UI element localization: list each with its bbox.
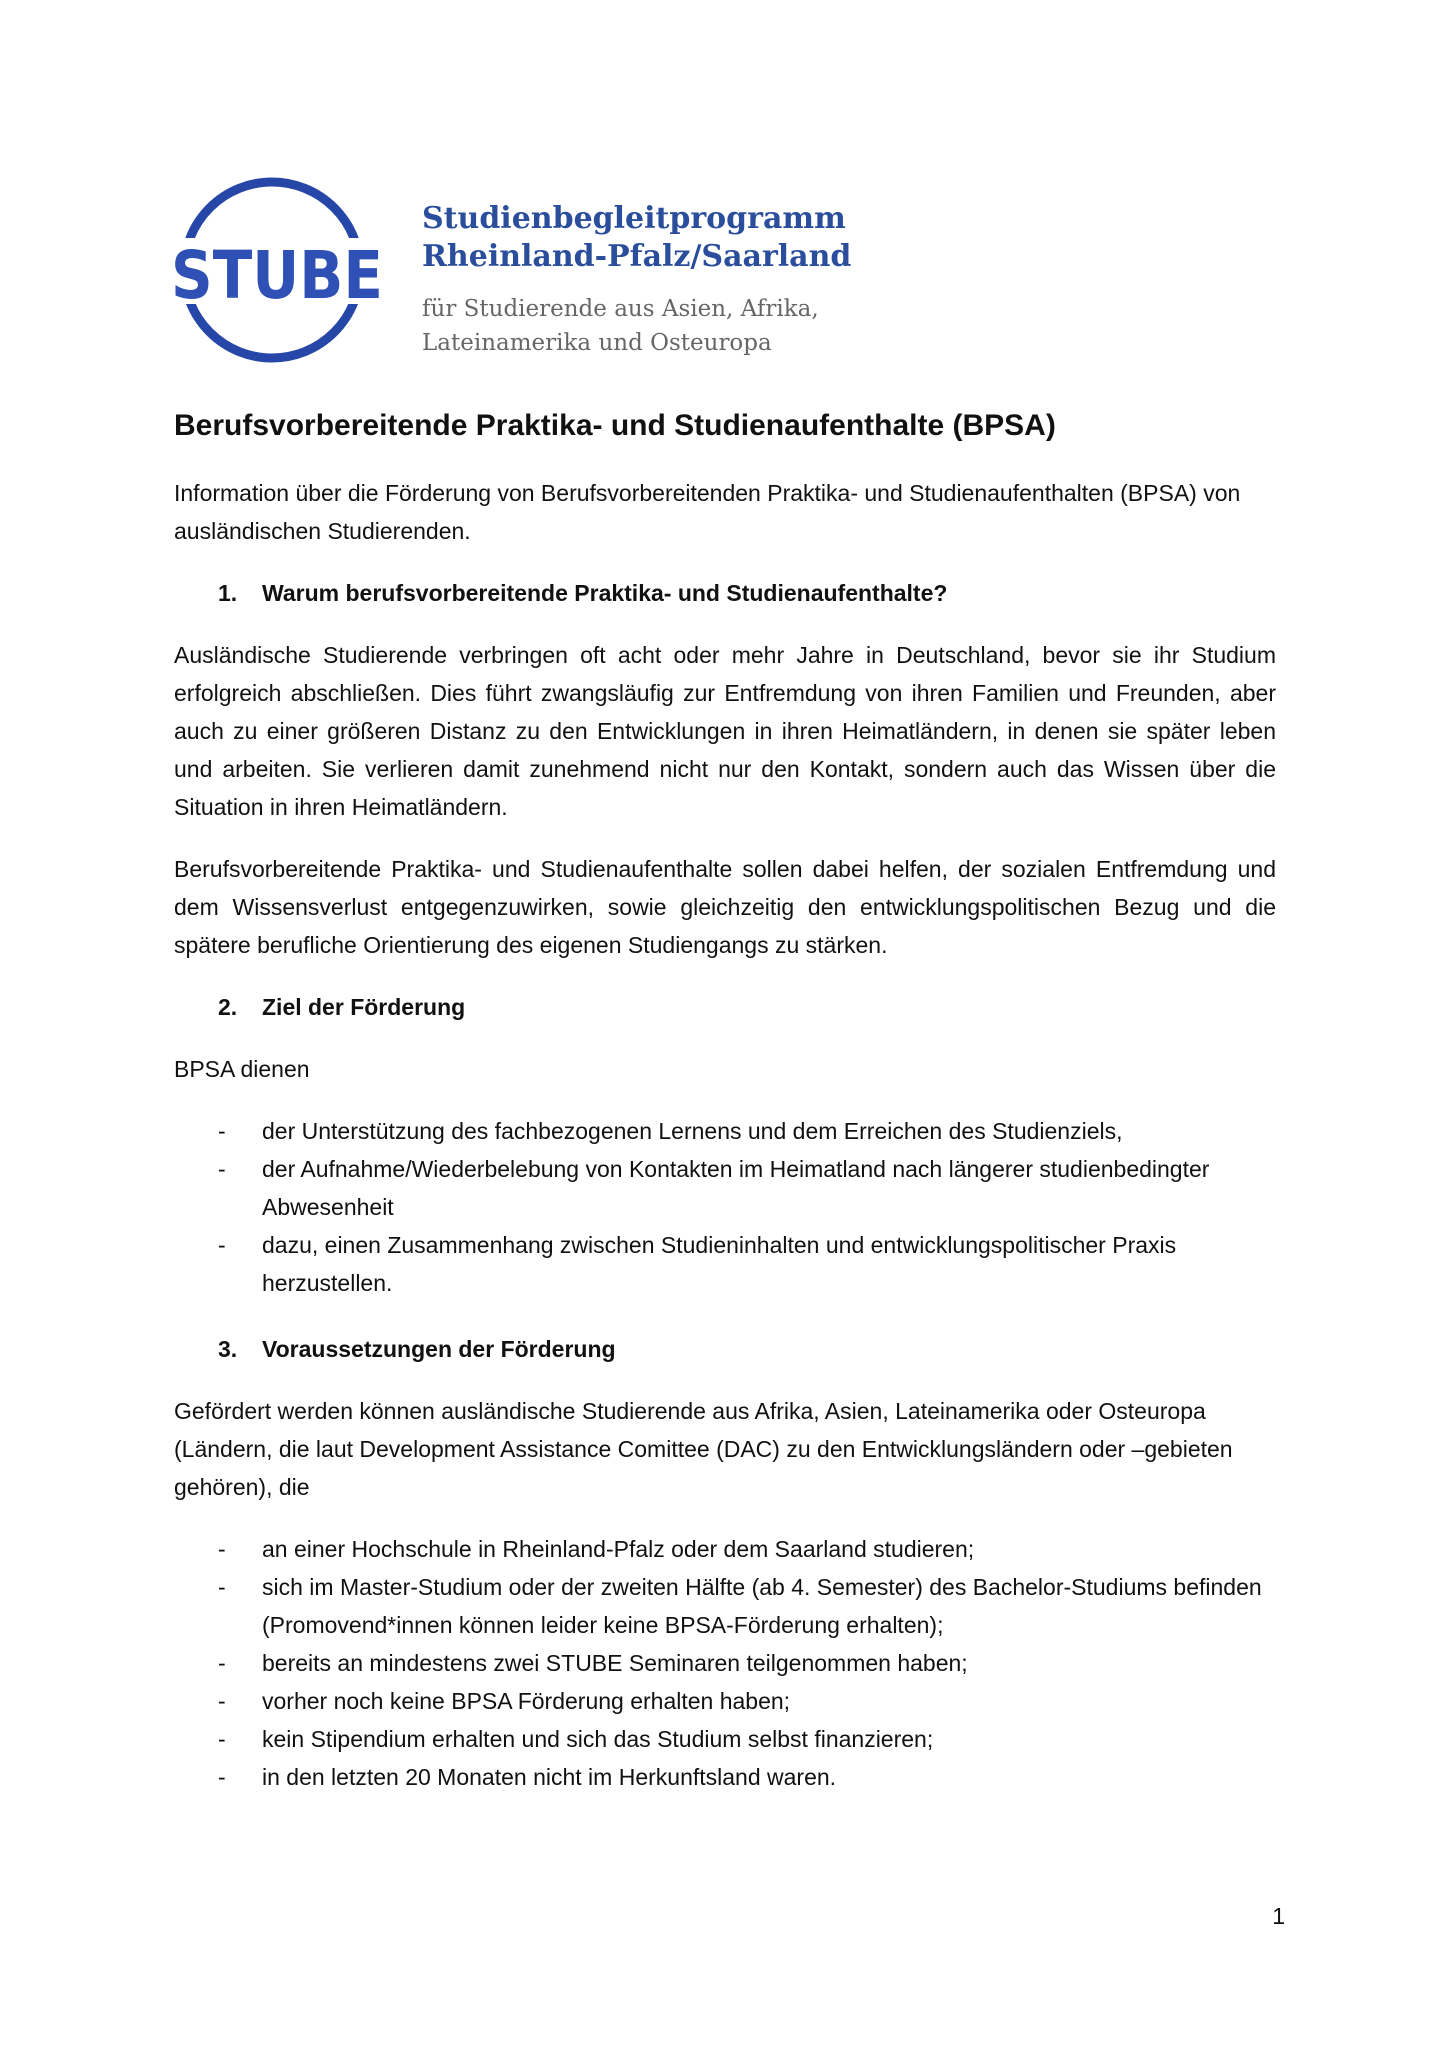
list-item: - dazu, einen Zusammenhang zwischen Studieninhalten und entwicklungspolitischer Praxis herzustellen. (218, 1232, 1177, 1296)
list-item: - an einer Hochschule in Rheinland-Pfalz oder dem Saarland studieren; (218, 1536, 975, 1562)
list-item: - sich im Master-Studium oder der zweiten Hälfte (ab 4. Semester) des Bachelor-Studiums befinden (Promovend*innen können leider keine BPSA-Förderung erhalten); (218, 1574, 1262, 1638)
section-3-lead: Gefördert werden können ausländische Studierende aus Afrika, Asien, Lateinamerika oder Osteuropa (Ländern, die laut Development Assistance Comittee (DAC) zu den Entwicklungsländern oder –gebieten gehören), die (174, 1398, 1233, 1500)
section-3-heading (174, 1330, 1276, 1368)
section-number: 1. (218, 580, 238, 606)
section-title: Ziel der Förderung (262, 994, 466, 1020)
section-title: Warum berufsvorbereitende Praktika- und Studienaufenthalte? (262, 580, 948, 606)
section-1-paragraph: Ausländische Studierende verbringen oft acht oder mehr Jahre in Deutschland, bevor sie ihr Studium erfolgreich abschließen. Dies führt zwangsläufig zur Entfremdung von ihren Familien und Freunden, aber auch zu einer größeren Distanz zu den Entwicklungen in ihren Heimatländern, in denen sie später leben und arbeiten. Sie verlieren damit zunehmend nicht nur den Kontakt, sondern auch das Wissen über die Situation in ihren Heimatländern. (174, 642, 1276, 820)
list-item: - der Aufnahme/Wiederbelebung von Kontakten im Heimatland nach längerer studienbedingter Abwesenheit (218, 1156, 1210, 1220)
section-number: 2. (218, 994, 238, 1020)
section-2-heading (174, 988, 1276, 1026)
section-3-list (174, 1530, 1276, 1796)
stube-logo (170, 170, 850, 370)
document-body (174, 406, 1276, 1824)
logo-program-name: Studienbegleitprogramm (422, 201, 846, 236)
list-item: - der Unterstützung des fachbezogenen Lernens und dem Erreichen des Studienziels, (218, 1118, 1123, 1144)
section-number: 3. (218, 1336, 238, 1362)
stube-logo-mark (170, 170, 400, 370)
list-item: - in den letzten 20 Monaten nicht im Herkunftsland waren. (218, 1764, 837, 1790)
section-title: Voraussetzungen der Förderung (262, 1336, 616, 1362)
section-1-paragraph: Berufsvorbereitende Praktika- und Studienaufenthalte sollen dabei helfen, der sozialen Entfremdung und dem Wissensverlust entgegenzuwirken, sowie gleichzeitig den entwicklungspolitischen Bezug und die spätere berufliche Orientierung des eigenen Studiengangs zu stärken. (174, 856, 1276, 958)
section-2-list (174, 1112, 1276, 1302)
section-1-heading (174, 574, 1276, 612)
document-title: Berufsvorbereitende Praktika- und Studienaufenthalte (BPSA) (174, 409, 1056, 442)
section-2-lead: BPSA dienen (174, 1056, 310, 1082)
page-number: 1 (1272, 1903, 1285, 1929)
logo-region: Rheinland-Pfalz/Saarland (422, 239, 852, 274)
stube-wordmark: STUBE (171, 237, 383, 314)
list-item: - bereits an mindestens zwei STUBE Seminaren teilgenommen haben; (218, 1650, 968, 1676)
logo-tagline-1: für Studierende aus Asien, Afrika, (422, 296, 819, 322)
intro-paragraph: Information über die Förderung von Berufsvorbereitenden Praktika- und Studienaufenthalten (BPSA) von ausländischen Studierenden. (174, 480, 1241, 544)
list-item: - vorher noch keine BPSA Förderung erhalten haben; (218, 1688, 791, 1714)
list-item: - kein Stipendium erhalten und sich das Studium selbst finanzieren; (218, 1726, 934, 1752)
logo-tagline-2: Lateinamerika und Osteuropa (422, 330, 772, 356)
